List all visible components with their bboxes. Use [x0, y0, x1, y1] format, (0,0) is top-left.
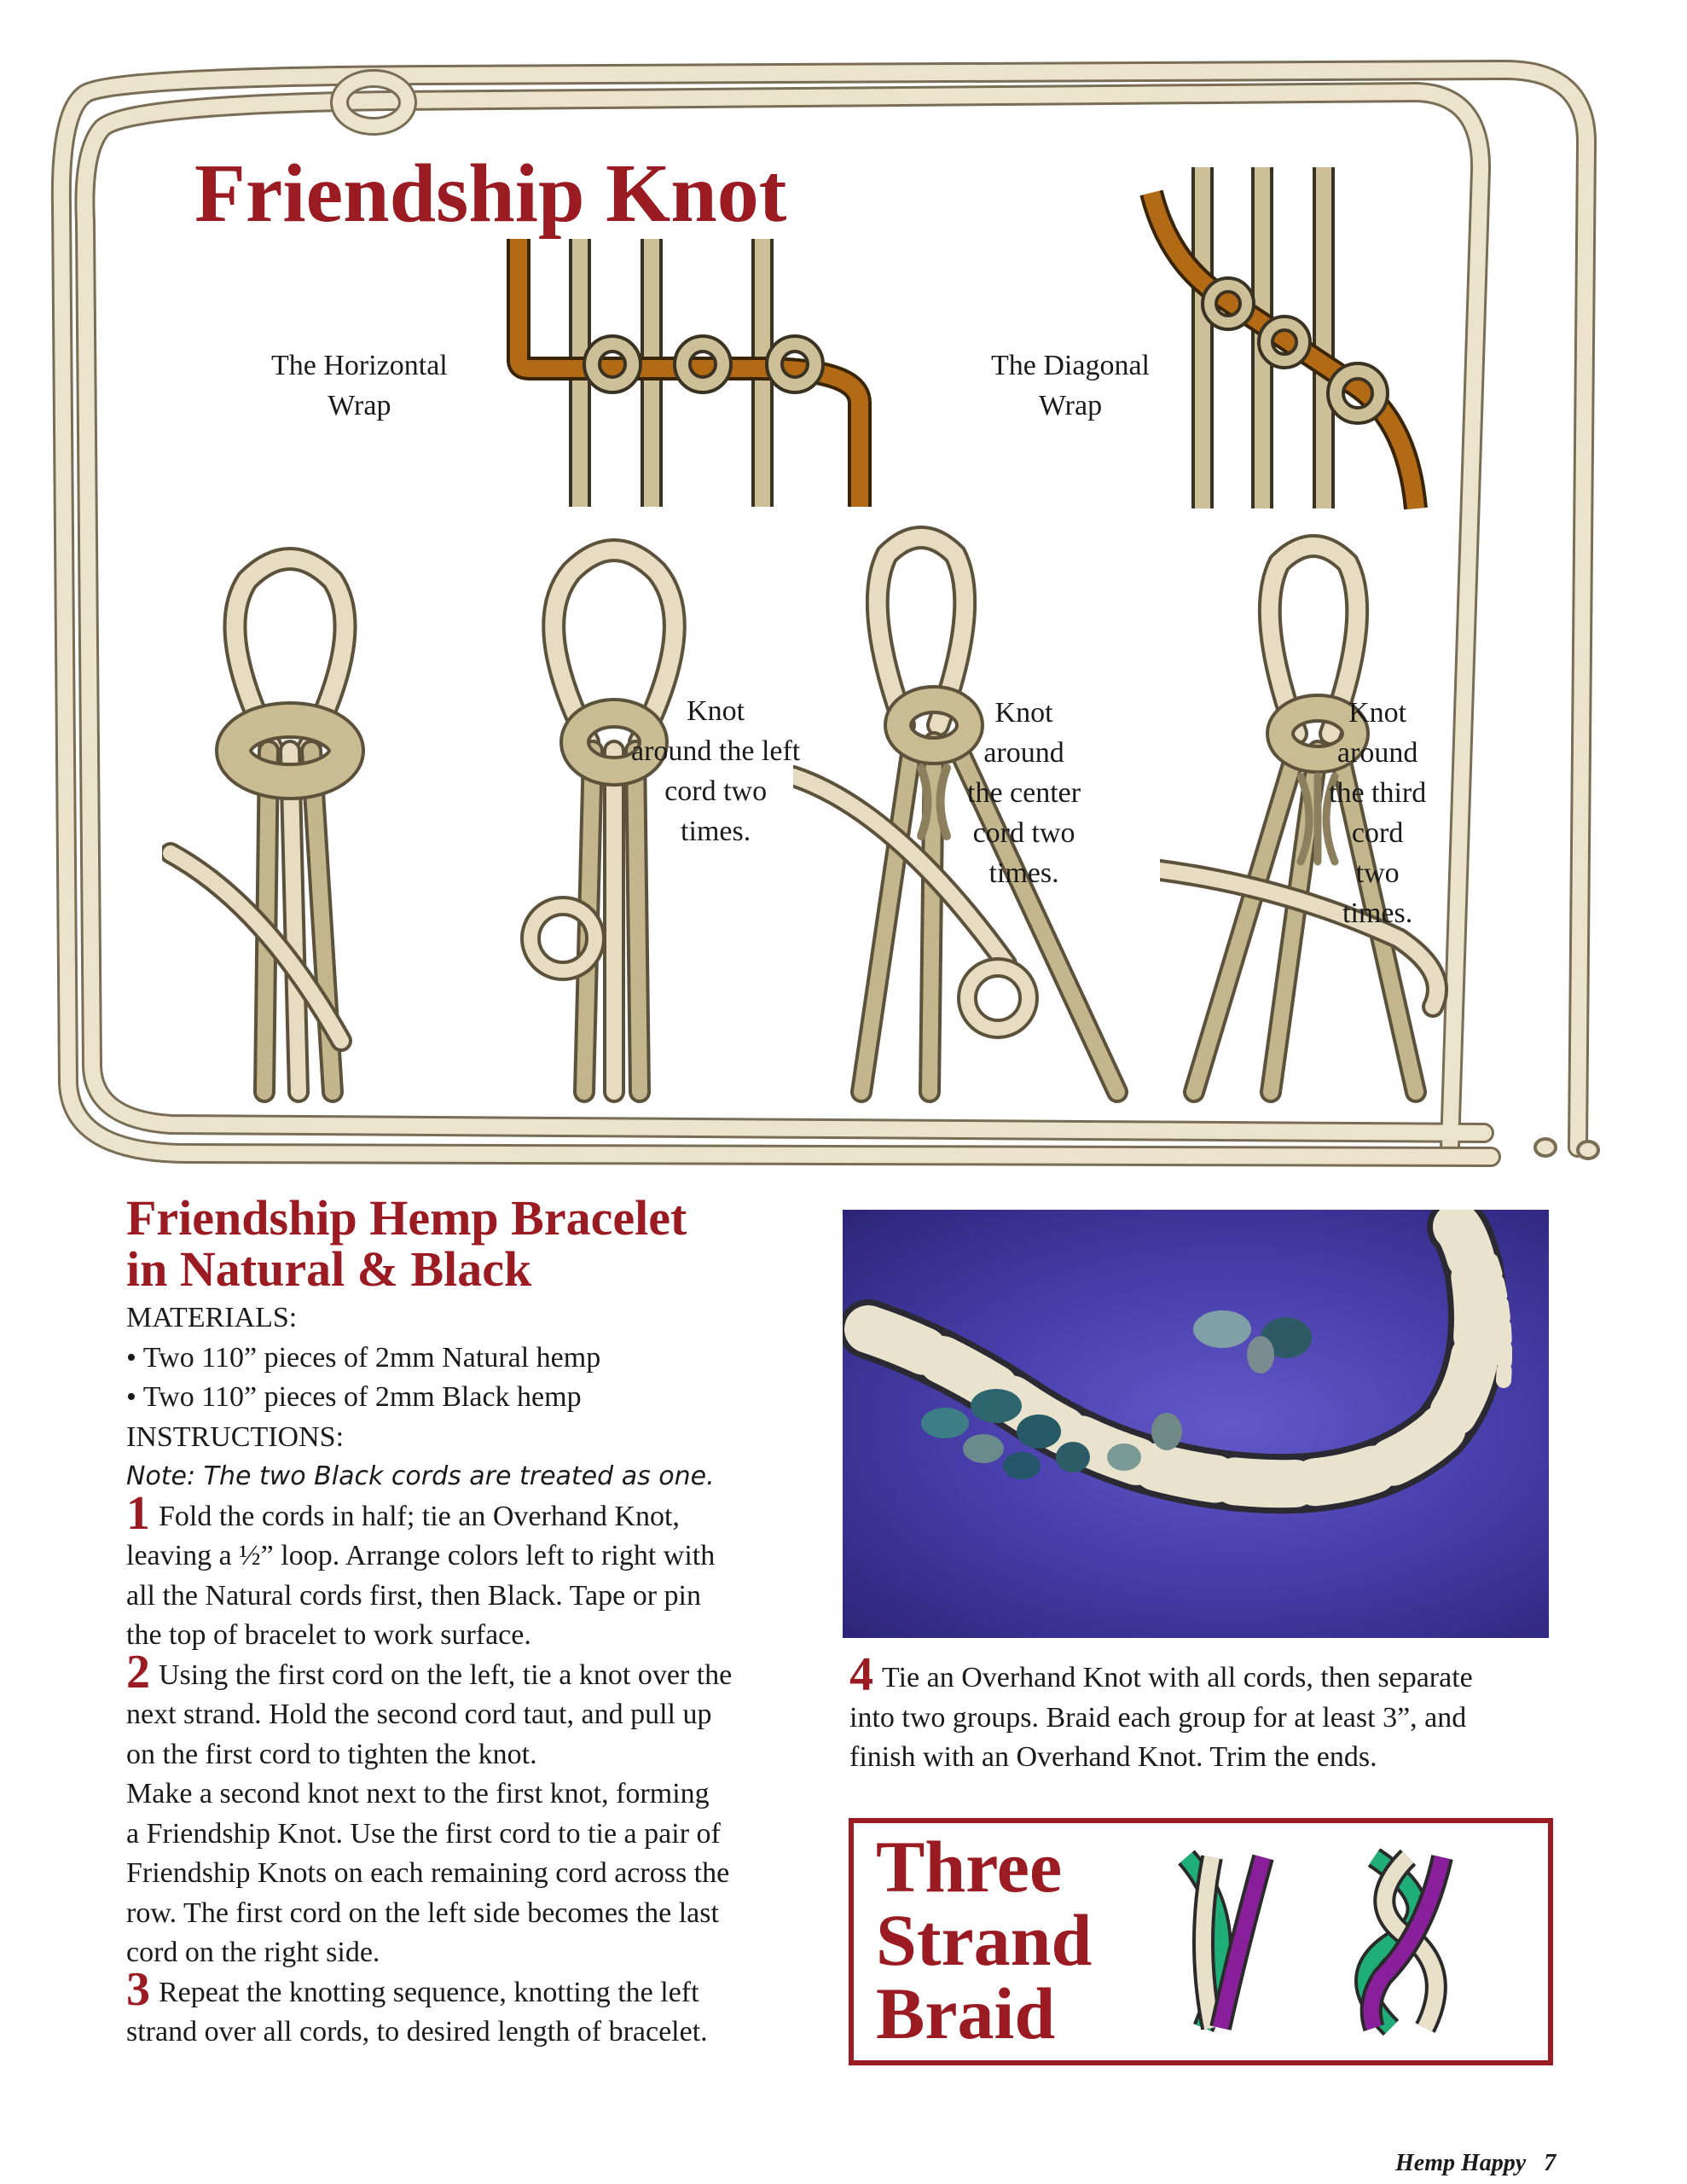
step-number: 4 — [849, 1648, 873, 1701]
material-item: • Two 110” pieces of 2mm Black hemp — [126, 1381, 582, 1413]
caption-third-cord: Knot around the third cord two times. — [1329, 697, 1427, 929]
step-2-line: 2 Using the first cord on the left, tie a knot over the — [126, 1645, 733, 1699]
horizontal-wrap-label: The Horizontal Wrap — [271, 350, 448, 421]
step-number: 1 — [126, 1486, 150, 1540]
step-4-line: into two groups. Braid each group for at least 3”, and — [849, 1701, 1467, 1734]
step-2-line: Friendship Knots on each remaining cord across the — [126, 1857, 730, 1889]
step-4-line: 4 Tie an Overhand Knot with all cords, then separate — [849, 1648, 1473, 1701]
caption-left-cord: Knot around the left cord two times. — [631, 695, 801, 847]
bracelet-illustration — [843, 1210, 1549, 1638]
step-number: 2 — [126, 1645, 150, 1699]
material-item: • Two 110” pieces of 2mm Natural hemp — [126, 1341, 601, 1374]
step-1-line: leaving a ½” loop. Arrange colors left to right with — [126, 1540, 716, 1571]
bracelet-photo — [843, 1210, 1549, 1638]
step-3-line: 3 Repeat the knotting sequence, knotting the left — [126, 1962, 699, 2016]
knot-step-diagram-1 — [162, 529, 435, 1109]
step-1-line: all the Natural cords first, then Black. Tape or pin — [126, 1579, 701, 1612]
diagonal-wrap-diagram — [1134, 167, 1441, 517]
page-footer — [1395, 2150, 1556, 2177]
step-4-text — [849, 1648, 1473, 1778]
three-strand-braid-box — [849, 1818, 1553, 2065]
braid-diagrams — [1169, 1849, 1528, 2036]
step-2-line: Make a second knot next to the first knot, forming — [126, 1778, 710, 1809]
step-2-line: row. The first cord on the left side becomes the last — [126, 1896, 719, 1929]
instructions-heading: INSTRUCTIONS: — [126, 1420, 345, 1453]
step-number: 3 — [126, 1962, 150, 2016]
braid-title: Three Strand Braid — [876, 1826, 1093, 2054]
step-2-line: next strand. Hold the second cord taut, and pull up — [126, 1699, 712, 1730]
bracelet-title-line-2: in Natural & Black — [126, 1241, 532, 1297]
diagonal-wrap-label: The Diagonal Wrap — [991, 350, 1150, 421]
materials-heading: MATERIALS: — [126, 1302, 298, 1333]
bracelet-title-line-1: Friendship Hemp Bracelet — [126, 1190, 687, 1246]
note: Note: The two Black cords are treated as one. — [126, 1461, 715, 1491]
caption-center-cord: Knot around the center cord two times. — [967, 697, 1081, 889]
step-3-line: strand over all cords, to desired length of bracelet. — [126, 2016, 708, 2048]
page-number: 7 — [1544, 2150, 1557, 2176]
step-1-line: the top of bracelet to work surface. — [126, 1619, 531, 1651]
friendship-knot-title: Friendship Knot — [194, 148, 787, 240]
step-1-line: 1 Fold the cords in half; tie an Overhand Knot, — [126, 1486, 680, 1540]
instructions-text — [126, 1298, 826, 2053]
horizontal-wrap-diagram — [501, 232, 877, 514]
step-2-line: cord on the right side. — [126, 1937, 380, 1968]
book-title: Hemp Happy — [1395, 2150, 1527, 2176]
bracelet-title — [126, 1190, 687, 1297]
step-2-line: a Friendship Knot. Use the first cord to tie a pair of — [126, 1817, 721, 1850]
step-2-line: on the first cord to tighten the knot. — [126, 1738, 537, 1770]
step-4-line: finish with an Overhand Knot. Trim the ends. — [849, 1741, 1377, 1773]
